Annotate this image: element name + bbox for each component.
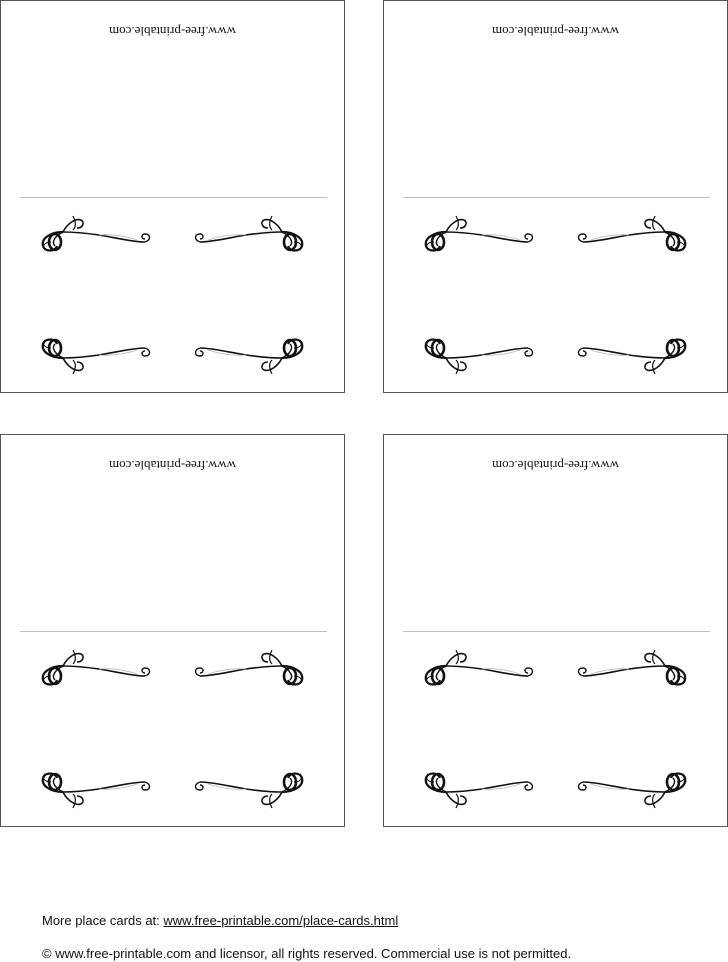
flourish-ornament-icon (577, 646, 695, 690)
fold-line (403, 197, 710, 198)
flourish-ornament-icon (194, 334, 312, 378)
flourish-ornament-icon (33, 646, 151, 690)
card-url-text: www.free-printable.com (109, 458, 236, 473)
card-url-text: www.free-printable.com (109, 24, 236, 39)
fold-line (403, 631, 710, 632)
flourish-ornament-icon (194, 212, 312, 256)
flourish-ornament-icon (33, 768, 151, 812)
flourish-ornament-icon (33, 212, 151, 256)
card-url-text: www.free-printable.com (492, 24, 619, 39)
flourish-ornament-icon (194, 768, 312, 812)
fold-line (20, 631, 327, 632)
flourish-ornament-icon (416, 768, 534, 812)
place-card-1 (0, 0, 345, 393)
footer-more-label: More place cards at: (42, 913, 160, 928)
place-card-4 (383, 434, 728, 827)
flourish-ornament-icon (577, 768, 695, 812)
place-card-3 (0, 434, 345, 827)
flourish-ornament-icon (33, 334, 151, 378)
fold-line (20, 197, 327, 198)
flourish-ornament-icon (416, 212, 534, 256)
card-url-text: www.free-printable.com (492, 458, 619, 473)
flourish-ornament-icon (416, 334, 534, 378)
footer-copyright: © www.free-printable.com and licensor, all rights reserved. Commercial use is not permitted. (42, 946, 572, 961)
flourish-ornament-icon (577, 334, 695, 378)
place-cards-link[interactable]: www.free-printable.com/place-cards.html (163, 913, 399, 928)
flourish-ornament-icon (577, 212, 695, 256)
footer-more-cards (42, 913, 398, 929)
flourish-ornament-icon (194, 646, 312, 690)
flourish-ornament-icon (416, 646, 534, 690)
place-card-2 (383, 0, 728, 393)
